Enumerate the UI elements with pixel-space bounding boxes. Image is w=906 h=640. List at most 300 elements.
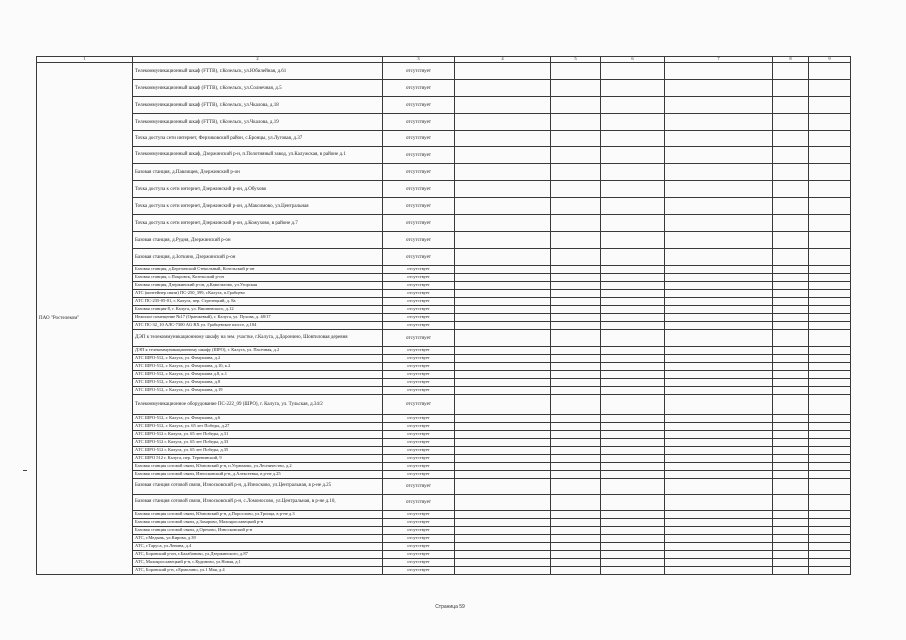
empty-cell — [455, 314, 551, 322]
empty-cell — [773, 322, 809, 330]
empty-cell — [665, 387, 773, 395]
empty-cell — [455, 355, 551, 363]
empty-cell — [551, 347, 601, 355]
empty-cell — [809, 471, 851, 479]
empty-cell — [601, 527, 665, 535]
objects-table — [36, 56, 851, 575]
empty-cell — [665, 439, 773, 447]
empty-cell — [601, 147, 665, 164]
empty-cell — [455, 479, 551, 495]
table-row — [37, 495, 851, 511]
empty-cell — [809, 455, 851, 463]
status-cell: отсутствует — [383, 181, 455, 198]
status-cell: отсутствует — [383, 147, 455, 164]
table-row — [37, 387, 851, 395]
empty-cell — [665, 535, 773, 543]
empty-cell — [455, 551, 551, 559]
empty-cell — [773, 306, 809, 314]
table-row — [37, 559, 851, 567]
empty-cell — [665, 314, 773, 322]
empty-cell — [551, 423, 601, 431]
empty-cell — [809, 97, 851, 114]
empty-cell — [809, 415, 851, 423]
empty-cell — [773, 423, 809, 431]
empty-cell — [773, 215, 809, 232]
empty-cell — [601, 423, 665, 431]
object-description: АТС, Боровский р-н, г.Ермолино, ул.1 Мая, д.4 — [133, 567, 383, 575]
empty-cell — [809, 114, 851, 131]
empty-cell — [601, 232, 665, 249]
object-description: ДЭП к телекоммуникационному шкафу (ШРО), г. Калуга, ул. Пасечная, д.2 — [133, 347, 383, 355]
empty-cell — [601, 330, 665, 347]
status-cell: отсутствует — [383, 447, 455, 455]
empty-cell — [809, 371, 851, 379]
empty-cell — [601, 198, 665, 215]
empty-cell — [773, 543, 809, 551]
empty-cell — [455, 447, 551, 455]
empty-cell — [809, 306, 851, 314]
empty-cell — [773, 266, 809, 274]
empty-cell — [809, 543, 851, 551]
empty-cell — [455, 63, 551, 80]
empty-cell — [773, 535, 809, 543]
object-description: Телекоммуникационное оборудование ПС-222_09 (ШРО), г. Калуга, ул. Тульская, д.34/2 — [133, 395, 383, 415]
empty-cell — [601, 181, 665, 198]
table-row — [37, 511, 851, 519]
status-cell: отсутствует — [383, 363, 455, 371]
empty-cell — [455, 147, 551, 164]
empty-cell — [809, 519, 851, 527]
operator-name: ПАО "Ростелеком" — [37, 63, 133, 575]
empty-cell — [551, 519, 601, 527]
empty-cell — [809, 551, 851, 559]
object-description: АТС ШРО-512, г. Калуга, ул. Фомушина, д.6 — [133, 415, 383, 423]
header-cell: 9 — [809, 57, 851, 63]
empty-cell — [551, 147, 601, 164]
object-description: Базовая станция, д.Рудня, Дзержинский р-он — [133, 232, 383, 249]
empty-cell — [551, 567, 601, 575]
empty-cell — [551, 379, 601, 387]
object-description: Точка доступа сети интернет, Ферзиковский район, с.Бронцы, ул.Луговая, д.37 — [133, 131, 383, 147]
empty-cell — [809, 282, 851, 290]
empty-cell — [551, 266, 601, 274]
empty-cell — [773, 347, 809, 355]
table-row — [37, 80, 851, 97]
empty-cell — [809, 147, 851, 164]
empty-cell — [773, 282, 809, 290]
empty-cell — [601, 290, 665, 298]
empty-cell — [773, 431, 809, 439]
table-row — [37, 274, 851, 282]
empty-cell — [455, 249, 551, 266]
empty-cell — [601, 314, 665, 322]
empty-cell — [665, 379, 773, 387]
object-description: Базовая станция, д.Березичский Стекольный, Козельский р-он — [133, 266, 383, 274]
empty-cell — [665, 371, 773, 379]
status-cell: отсутствует — [383, 63, 455, 80]
empty-cell — [809, 215, 851, 232]
empty-cell — [601, 322, 665, 330]
status-cell: отсутствует — [383, 164, 455, 181]
status-cell: отсутствует — [383, 519, 455, 527]
table-row — [37, 232, 851, 249]
status-cell: отсутствует — [383, 431, 455, 439]
empty-cell — [665, 147, 773, 164]
header-cell: 7 — [665, 57, 773, 63]
table-row — [37, 519, 851, 527]
empty-cell — [601, 551, 665, 559]
empty-cell — [601, 298, 665, 306]
empty-cell — [809, 559, 851, 567]
status-cell: отсутствует — [383, 114, 455, 131]
object-description: АТС ШРО-512, г. Калуга, ул. Фомушина, д.2 — [133, 355, 383, 363]
empty-cell — [455, 322, 551, 330]
table-row — [37, 431, 851, 439]
empty-cell — [773, 274, 809, 282]
empty-cell — [601, 447, 665, 455]
empty-cell — [773, 519, 809, 527]
status-cell: отсутствует — [383, 527, 455, 535]
empty-cell — [551, 114, 601, 131]
empty-cell — [455, 495, 551, 511]
empty-cell — [773, 415, 809, 423]
object-description: Базовая станция сотовой связи, Юхновский р-н, п.Угрюмово, ул.Лесничество, д.2 — [133, 463, 383, 471]
empty-cell — [551, 543, 601, 551]
empty-cell — [601, 379, 665, 387]
empty-cell — [551, 527, 601, 535]
empty-cell — [773, 249, 809, 266]
empty-cell — [455, 198, 551, 215]
empty-cell — [551, 479, 601, 495]
empty-cell — [773, 298, 809, 306]
empty-cell — [809, 355, 851, 363]
status-cell: отсутствует — [383, 535, 455, 543]
empty-cell — [809, 567, 851, 575]
status-cell: отсутствует — [383, 439, 455, 447]
empty-cell — [601, 347, 665, 355]
empty-cell — [455, 379, 551, 387]
empty-cell — [665, 567, 773, 575]
empty-cell — [773, 567, 809, 575]
object-description: АТС ШРО-512, г. Калуга, ул. Фомушина, д.19 — [133, 387, 383, 395]
empty-cell — [455, 80, 551, 97]
empty-cell — [601, 363, 665, 371]
empty-cell — [551, 355, 601, 363]
object-description: АТС ШРО 512 г. Калуга, пер. Теренинский, 9 — [133, 455, 383, 463]
table-row — [37, 447, 851, 455]
table-row — [37, 249, 851, 266]
table-row — [37, 543, 851, 551]
empty-cell — [809, 290, 851, 298]
table-row — [37, 131, 851, 147]
status-cell: отсутствует — [383, 198, 455, 215]
object-description: Точка доступа к сети интернет, Дзержинский р-он, д.Обухово — [133, 181, 383, 198]
empty-cell — [601, 249, 665, 266]
empty-cell — [665, 232, 773, 249]
table-row — [37, 266, 851, 274]
empty-cell — [773, 164, 809, 181]
empty-cell — [809, 535, 851, 543]
empty-cell — [455, 543, 551, 551]
object-description: Базовая станция-8, г. Калуга, ул. Вишневского, д.12 — [133, 306, 383, 314]
empty-cell — [601, 80, 665, 97]
empty-cell — [665, 511, 773, 519]
status-cell: отсутствует — [383, 495, 455, 511]
empty-cell — [809, 274, 851, 282]
empty-cell — [773, 479, 809, 495]
empty-cell — [601, 559, 665, 567]
empty-cell — [551, 431, 601, 439]
table-row — [37, 330, 851, 347]
empty-cell — [601, 463, 665, 471]
empty-cell — [551, 330, 601, 347]
table-row — [37, 535, 851, 543]
empty-cell — [773, 527, 809, 535]
empty-cell — [455, 455, 551, 463]
empty-cell — [601, 355, 665, 363]
empty-cell — [551, 314, 601, 322]
empty-cell — [809, 181, 851, 198]
empty-cell — [773, 131, 809, 147]
empty-cell — [665, 181, 773, 198]
status-cell: отсутствует — [383, 455, 455, 463]
empty-cell — [455, 431, 551, 439]
empty-cell — [551, 306, 601, 314]
object-description: АТС (контейнер связи) ПС-250_399, г.Калуга, п.Грабцево — [133, 290, 383, 298]
empty-cell — [665, 363, 773, 371]
object-description: Телекоммуникационный шкаф (FTTB), г.Козельск, ул.Солнечная, д.5 — [133, 80, 383, 97]
empty-cell — [601, 114, 665, 131]
empty-cell — [665, 495, 773, 511]
empty-cell — [551, 463, 601, 471]
empty-cell — [551, 495, 601, 511]
empty-cell — [455, 266, 551, 274]
object-description: Базовая станция, Дзержинский р-он, д.Камельтово, ул.Угорская — [133, 282, 383, 290]
status-cell: отсутствует — [383, 131, 455, 147]
status-cell: отсутствует — [383, 249, 455, 266]
empty-cell — [773, 232, 809, 249]
empty-cell — [809, 439, 851, 447]
empty-cell — [665, 431, 773, 439]
empty-cell — [455, 559, 551, 567]
table-row — [37, 306, 851, 314]
status-cell: отсутствует — [383, 290, 455, 298]
status-cell: отсутствует — [383, 479, 455, 495]
empty-cell — [773, 198, 809, 215]
empty-cell — [551, 97, 601, 114]
empty-cell — [665, 471, 773, 479]
object-description: АТС ШРО-512 г. Калуга, ул. 65 лет Победы, д.35 — [133, 447, 383, 455]
empty-cell — [773, 290, 809, 298]
empty-cell — [773, 371, 809, 379]
empty-cell — [455, 290, 551, 298]
empty-cell — [601, 479, 665, 495]
empty-cell — [809, 395, 851, 415]
empty-cell — [551, 395, 601, 415]
object-description: Точка доступа к сети интернет, Дзержинский р-он, д.Кожухово, в районе д.7 — [133, 215, 383, 232]
empty-cell — [665, 198, 773, 215]
object-description: АТС, Малоярославецкий р-н, с.Кудиново, ул.Новая, д.1 — [133, 559, 383, 567]
empty-cell — [551, 290, 601, 298]
empty-cell — [665, 298, 773, 306]
empty-cell — [773, 114, 809, 131]
table-row — [37, 439, 851, 447]
empty-cell — [601, 282, 665, 290]
empty-cell — [455, 423, 551, 431]
empty-cell — [455, 164, 551, 181]
object-description: АТС ШРО-512, г. Калуга, ул. Фомушина, д.10, к.2 — [133, 363, 383, 371]
empty-cell — [455, 463, 551, 471]
object-description: Нежилое помещение №17 (Оранжевый), г. Калуга, ул. Пухова, д. 48/17 — [133, 314, 383, 322]
empty-cell — [455, 567, 551, 575]
empty-cell — [455, 387, 551, 395]
empty-cell — [455, 415, 551, 423]
table-row — [37, 198, 851, 215]
empty-cell — [551, 181, 601, 198]
empty-cell — [809, 249, 851, 266]
status-cell: отсутствует — [383, 471, 455, 479]
object-description: АТС ШРО-512, г. Калуга, ул. Фомушина д.8, к.1 — [133, 371, 383, 379]
empty-cell — [773, 379, 809, 387]
status-cell: отсутствует — [383, 559, 455, 567]
status-cell: отсутствует — [383, 298, 455, 306]
header-cell: 4 — [455, 57, 551, 63]
empty-cell — [665, 282, 773, 290]
empty-cell — [665, 395, 773, 415]
empty-cell — [665, 114, 773, 131]
empty-cell — [551, 439, 601, 447]
empty-cell — [601, 415, 665, 423]
empty-cell — [809, 379, 851, 387]
empty-cell — [455, 371, 551, 379]
empty-cell — [665, 80, 773, 97]
empty-cell — [455, 215, 551, 232]
empty-cell — [809, 463, 851, 471]
empty-cell — [455, 131, 551, 147]
table-row — [37, 551, 851, 559]
table-row — [37, 164, 851, 181]
empty-cell — [773, 455, 809, 463]
table-row — [37, 347, 851, 355]
object-description: Телекоммуникационный шкаф, Дзержинский р-н, п.Полотняный завод, ул.Калужская, в районе д.1 — [133, 147, 383, 164]
table-row — [37, 322, 851, 330]
table-row — [37, 415, 851, 423]
empty-cell — [601, 131, 665, 147]
empty-cell — [773, 511, 809, 519]
object-description: Телекоммуникационный шкаф (FTTB), г.Козельск, ул.Чкалова, д.19 — [133, 114, 383, 131]
empty-cell — [551, 511, 601, 519]
empty-cell — [665, 463, 773, 471]
empty-cell — [455, 114, 551, 131]
empty-cell — [601, 543, 665, 551]
object-description: Телекоммуникационный шкаф (FTTB), г.Козельск, ул.Чкалова, д.18 — [133, 97, 383, 114]
status-cell: отсутствует — [383, 355, 455, 363]
status-cell: отсутствует — [383, 387, 455, 395]
status-cell: отсутствует — [383, 330, 455, 347]
empty-cell — [551, 371, 601, 379]
empty-cell — [665, 330, 773, 347]
status-cell: отсутствует — [383, 415, 455, 423]
empty-cell — [665, 164, 773, 181]
empty-cell — [665, 63, 773, 80]
empty-cell — [809, 479, 851, 495]
empty-cell — [665, 415, 773, 423]
status-cell: отсутствует — [383, 543, 455, 551]
empty-cell — [665, 527, 773, 535]
table-row — [37, 147, 851, 164]
table-row — [37, 290, 851, 298]
empty-cell — [773, 463, 809, 471]
empty-cell — [551, 131, 601, 147]
status-cell: отсутствует — [383, 395, 455, 415]
status-cell: отсутствует — [383, 567, 455, 575]
status-cell: отсутствует — [383, 266, 455, 274]
empty-cell — [601, 215, 665, 232]
empty-cell — [809, 447, 851, 455]
table-row — [37, 371, 851, 379]
empty-cell — [601, 387, 665, 395]
empty-cell — [455, 298, 551, 306]
object-description: Базовая станция сотовой связи, Износковский р-н, д.Алексеевка, в р-не д.25 — [133, 471, 383, 479]
empty-cell — [455, 511, 551, 519]
object-description: Базовая станция, с.Покровск, Козельский р-он — [133, 274, 383, 282]
empty-cell — [665, 322, 773, 330]
empty-cell — [601, 97, 665, 114]
table-row — [37, 567, 851, 575]
empty-cell — [455, 330, 551, 347]
empty-cell — [551, 455, 601, 463]
status-cell: отсутствует — [383, 347, 455, 355]
empty-cell — [551, 232, 601, 249]
table-row — [37, 355, 851, 363]
empty-cell — [665, 551, 773, 559]
empty-cell — [601, 519, 665, 527]
empty-cell — [455, 232, 551, 249]
empty-cell — [551, 559, 601, 567]
empty-cell — [773, 330, 809, 347]
empty-cell — [773, 314, 809, 322]
empty-cell — [809, 347, 851, 355]
empty-cell — [601, 371, 665, 379]
empty-cell — [809, 298, 851, 306]
empty-cell — [773, 387, 809, 395]
empty-cell — [773, 181, 809, 198]
empty-cell — [601, 471, 665, 479]
object-description: АТС ПС-32_10 АЛС-7300 AG RX ул. Грабцевское шоссе, д.104 — [133, 322, 383, 330]
empty-cell — [665, 479, 773, 495]
object-description: Точка доступа к сети интернет, Дзержинский р-он, д.Максимово, ул.Центральная — [133, 198, 383, 215]
empty-cell — [773, 439, 809, 447]
status-cell: отсутствует — [383, 282, 455, 290]
empty-cell — [665, 543, 773, 551]
empty-cell — [551, 471, 601, 479]
object-description: АТС, Боровский р-он, г.Балабаново, ул.Дзержинского, д.87 — [133, 551, 383, 559]
empty-cell — [551, 322, 601, 330]
empty-cell — [773, 395, 809, 415]
empty-cell — [773, 147, 809, 164]
empty-cell — [601, 164, 665, 181]
empty-cell — [809, 198, 851, 215]
empty-cell — [455, 282, 551, 290]
empty-cell — [455, 439, 551, 447]
empty-cell — [809, 314, 851, 322]
table-row — [37, 282, 851, 290]
status-cell: отсутствует — [383, 215, 455, 232]
empty-cell — [809, 164, 851, 181]
table-row — [37, 97, 851, 114]
empty-cell — [665, 423, 773, 431]
empty-cell — [809, 431, 851, 439]
